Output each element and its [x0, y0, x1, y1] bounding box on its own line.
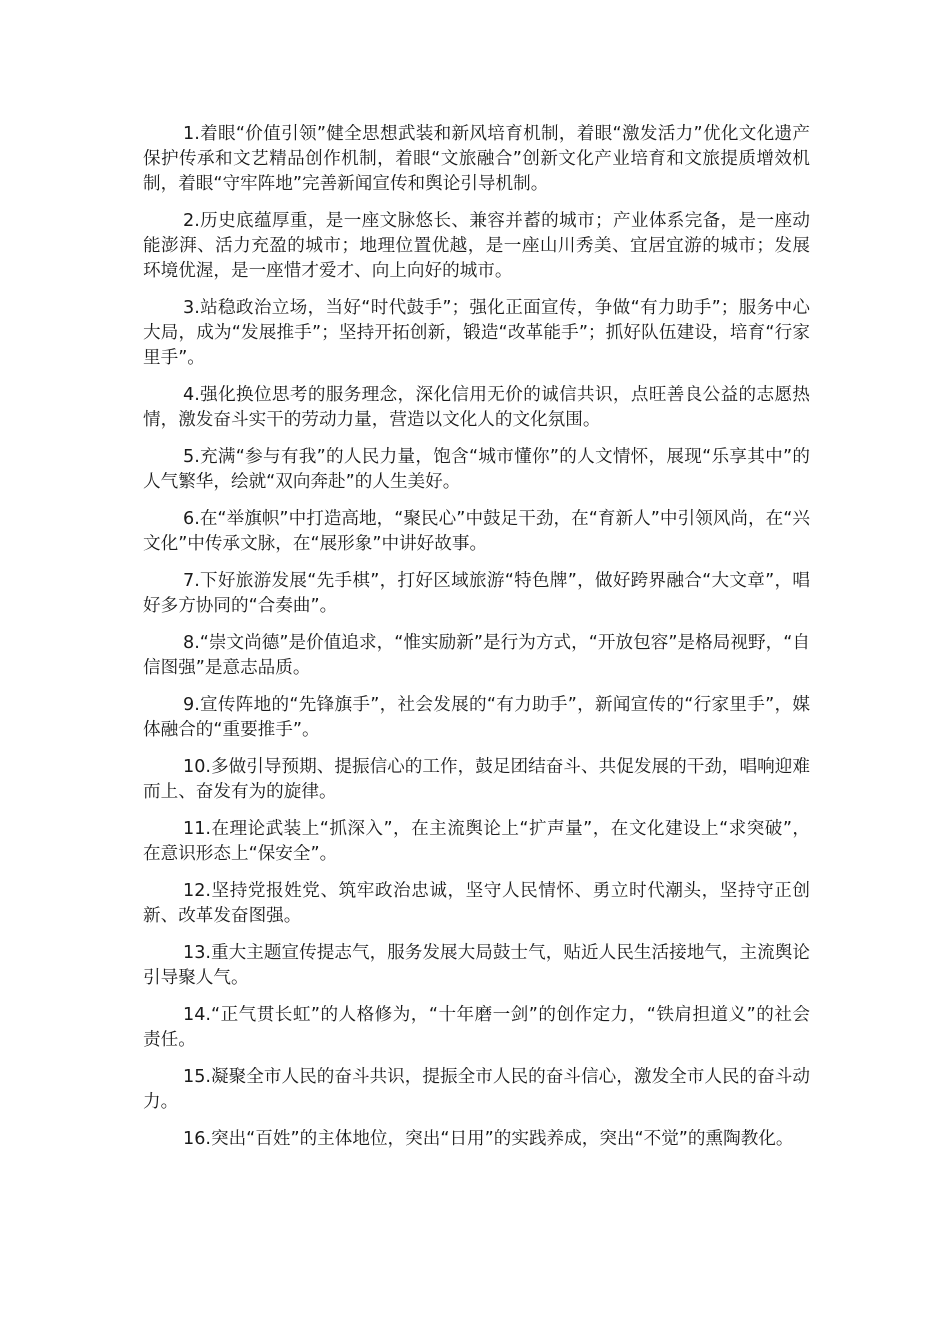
paragraph-3: 3.站稳政治立场，当好“时代鼓手”；强化正面宣传，争做“有力助手”；服务中心大局，成为“发展推手”；坚持开拓创新，锻造“改革能手”；抓好队伍建设，培育“行家里手”。: [143, 298, 810, 368]
paragraph-13: 13.重大主题宣传提志气，服务发展大局鼓士气，贴近人民生活接地气，主流舆论引导聚人气。: [143, 943, 810, 988]
paragraph-11: 11.在理论武装上“抓深入”，在主流舆论上“扩声量”，在文化建设上“求突破”，在意识形态上“保安全”。: [143, 819, 810, 864]
paragraph-8: 8.“崇文尚德”是价值追求，“惟实励新”是行为方式，“开放包容”是格局视野，“自信图强”是意志品质。: [143, 633, 810, 678]
paragraph-9: 9.宣传阵地的“先锋旗手”，社会发展的“有力助手”，新闻宣传的“行家里手”，媒体融合的“重要推手”。: [143, 695, 810, 740]
paragraph-5: 5.充满“参与有我”的人民力量，饱含“城市懂你”的人文情怀，展现“乐享其中”的人气繁华，绘就“双向奔赴”的人生美好。: [143, 447, 810, 492]
paragraph-10: 10.多做引导预期、提振信心的工作，鼓足团结奋斗、共促发展的干劲，唱响迎难而上、奋发有为的旋律。: [143, 757, 810, 802]
paragraph-6: 6.在“举旗帜”中打造高地，“聚民心”中鼓足干劲，在“育新人”中引领风尚，在“兴文化”中传承文脉，在“展形象”中讲好故事。: [143, 509, 810, 554]
document-body: [143, 122, 810, 1164]
paragraph-7: 7.下好旅游发展“先手棋”，打好区域旅游“特色牌”，做好跨界融合“大文章”，唱好多方协同的“合奏曲”。: [143, 571, 810, 616]
paragraph-16: 16.突出“百姓”的主体地位，突出“日用”的实践养成，突出“不觉”的熏陶教化。: [183, 1129, 794, 1149]
paragraph-14: 14.“正气贯长虹”的人格修为，“十年磨一剑”的创作定力，“铁肩担道义”的社会责任。: [143, 1005, 810, 1050]
paragraph-12: 12.坚持党报姓党、筑牢政治忠诚，坚守人民情怀、勇立时代潮头，坚持守正创新、改革发奋图强。: [143, 881, 810, 926]
paragraph-2: 2.历史底蕴厚重，是一座文脉悠长、兼容并蓄的城市；产业体系完备，是一座动能澎湃、活力充盈的城市；地理位置优越，是一座山川秀美、宜居宜游的城市；发展环境优渥，是一座惜才爱才、向上向好的城市。: [143, 211, 810, 281]
paragraph-15: 15.凝聚全市人民的奋斗共识，提振全市人民的奋斗信心，激发全市人民的奋斗动力。: [143, 1067, 810, 1112]
paragraph-1: 1.着眼“价值引领”健全思想武装和新风培育机制，着眼“激发活力”优化文化遗产保护传承和文艺精品创作机制，着眼“文旅融合”创新文化产业培育和文旅提质增效机制，着眼“守牢阵地”完善新闻宣传和舆论引导机制。: [143, 124, 810, 194]
paragraph-4: 4.强化换位思考的服务理念，深化信用无价的诚信共识，点旺善良公益的志愿热情，激发奋斗实干的劳动力量，营造以文化人的文化氛围。: [143, 385, 810, 430]
